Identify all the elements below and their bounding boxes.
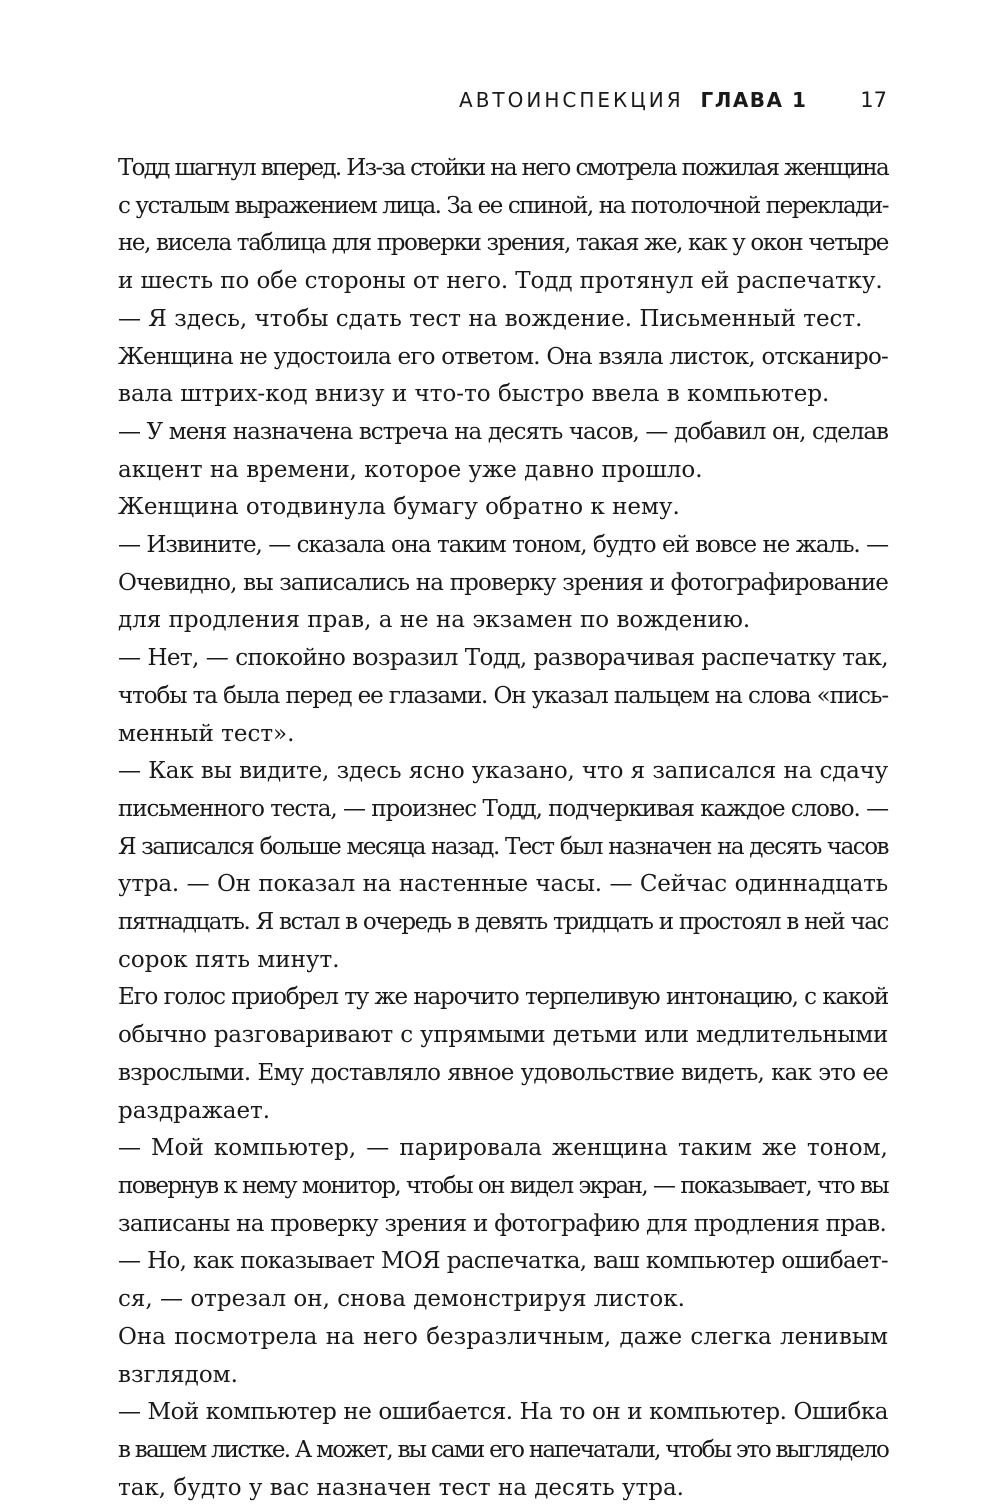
- text-line: взглядом.: [118, 1361, 238, 1388]
- text-line: ся, — отрезал он, снова демонстрируя листок.: [118, 1286, 685, 1313]
- text-line: повернув к нему монитор, чтобы он видел экран, — показывает, что вы: [118, 1172, 888, 1199]
- paragraph: [118, 339, 888, 414]
- header-section-title: АВТОИНСПЕКЦИЯ: [459, 88, 684, 112]
- paragraph: [118, 1243, 888, 1318]
- header-chapter-title: ГЛАВА 1: [700, 88, 808, 112]
- paragraph: [118, 1130, 888, 1243]
- text-line: утра. — Он показал на настенные часы. — Сейчас одиннадцать: [118, 871, 888, 898]
- text-line: пятнадцать. Я встал в очередь в девять тридцать и простоял в ней час: [118, 909, 888, 936]
- text-line: с усталым выражением лица. За ее спиной, на потолочной переклади-: [118, 192, 888, 219]
- text-line: Его голос приобрел ту же нарочито терпеливую интонацию, с какой: [118, 984, 888, 1011]
- text-line: — Нет, — спокойно возразил Тодд, разворачивая распечатку так,: [118, 645, 888, 672]
- text-line: — Но, как показывает МОЯ распечатка, ваш компьютер ошибает-: [118, 1248, 888, 1275]
- text-line: — У меня назначена встреча на десять часов, — добавил он, сделав: [118, 418, 888, 445]
- text-line: для продления прав, а не на экзамен по вождению.: [118, 607, 751, 634]
- paragraph: [118, 527, 888, 640]
- text-line: Я записался больше месяца назад. Тест был назначен на десять часов: [118, 833, 888, 860]
- text-line: взрослыми. Ему доставляло явное удовольствие видеть, как это ее: [118, 1059, 888, 1086]
- text-line: записаны на проверку зрения и фотографию для продления прав.: [118, 1210, 887, 1237]
- text-line: письменного теста, — произнес Тодд, подчеркивая каждое слово. —: [118, 795, 888, 822]
- text-line: и шесть по обе стороны от него. Тодд протянул ей распечатку.: [118, 268, 883, 295]
- paragraph: [118, 979, 888, 1130]
- body-text: [118, 150, 888, 1507]
- text-line: раздражает.: [118, 1097, 271, 1124]
- text-line: — Я здесь, чтобы сдать тест на вождение. Письменный тест.: [118, 305, 863, 332]
- running-header: [459, 86, 887, 114]
- text-line: — Мой компьютер не ошибается. На то он и компьютер. Ошибка: [118, 1399, 888, 1426]
- text-line: акцент на времени, которое уже давно прошло.: [118, 456, 703, 483]
- paragraph: [118, 150, 888, 301]
- paragraph: [118, 1394, 888, 1507]
- text-line: Женщина не удостоила его ответом. Она взяла листок, отсканиро-: [118, 343, 888, 370]
- paragraph: [118, 753, 888, 979]
- text-line: обычно разговаривают с упрямыми детьми или медлительными: [118, 1022, 888, 1049]
- text-line: — Извините, — сказала она таким тоном, будто ей вовсе не жаль. —: [118, 532, 888, 559]
- text-line: Она посмотрела на него безразличным, даже слегка ленивым: [118, 1323, 889, 1350]
- text-line: не, висела таблица для проверки зрения, такая же, как у окон четыре: [118, 230, 888, 257]
- text-line: Тодд шагнул вперед. Из-за стойки на него смотрела пожилая женщина: [118, 155, 888, 181]
- text-line: сорок пять минут.: [118, 946, 340, 973]
- paragraph: [118, 1319, 888, 1394]
- paragraph: [118, 489, 888, 527]
- text-line: так, будто у вас назначен тест на десять утра.: [118, 1474, 684, 1501]
- paragraph: [118, 414, 888, 489]
- page-number: 17: [860, 88, 887, 112]
- text-line: — Мой компьютер, — парировала женщина таким же тоном,: [118, 1135, 888, 1162]
- text-line: в вашем листке. А может, вы сами его напечатали, чтобы это выглядело: [118, 1436, 888, 1463]
- text-line: менный тест».: [118, 720, 295, 747]
- paragraph: [118, 301, 888, 339]
- text-line: Очевидно, вы записались на проверку зрения и фотографирование: [118, 569, 888, 596]
- paragraph: [118, 640, 888, 753]
- text-line: Женщина отодвинула бумагу обратно к нему.: [118, 494, 680, 521]
- text-line: вала штрих-код внизу и что-то быстро ввела в компьютер.: [118, 381, 830, 408]
- text-line: — Как вы видите, здесь ясно указано, что я записался на сдачу: [118, 758, 888, 785]
- text-line: чтобы та была перед ее глазами. Он указал пальцем на слова «пись-: [118, 682, 888, 709]
